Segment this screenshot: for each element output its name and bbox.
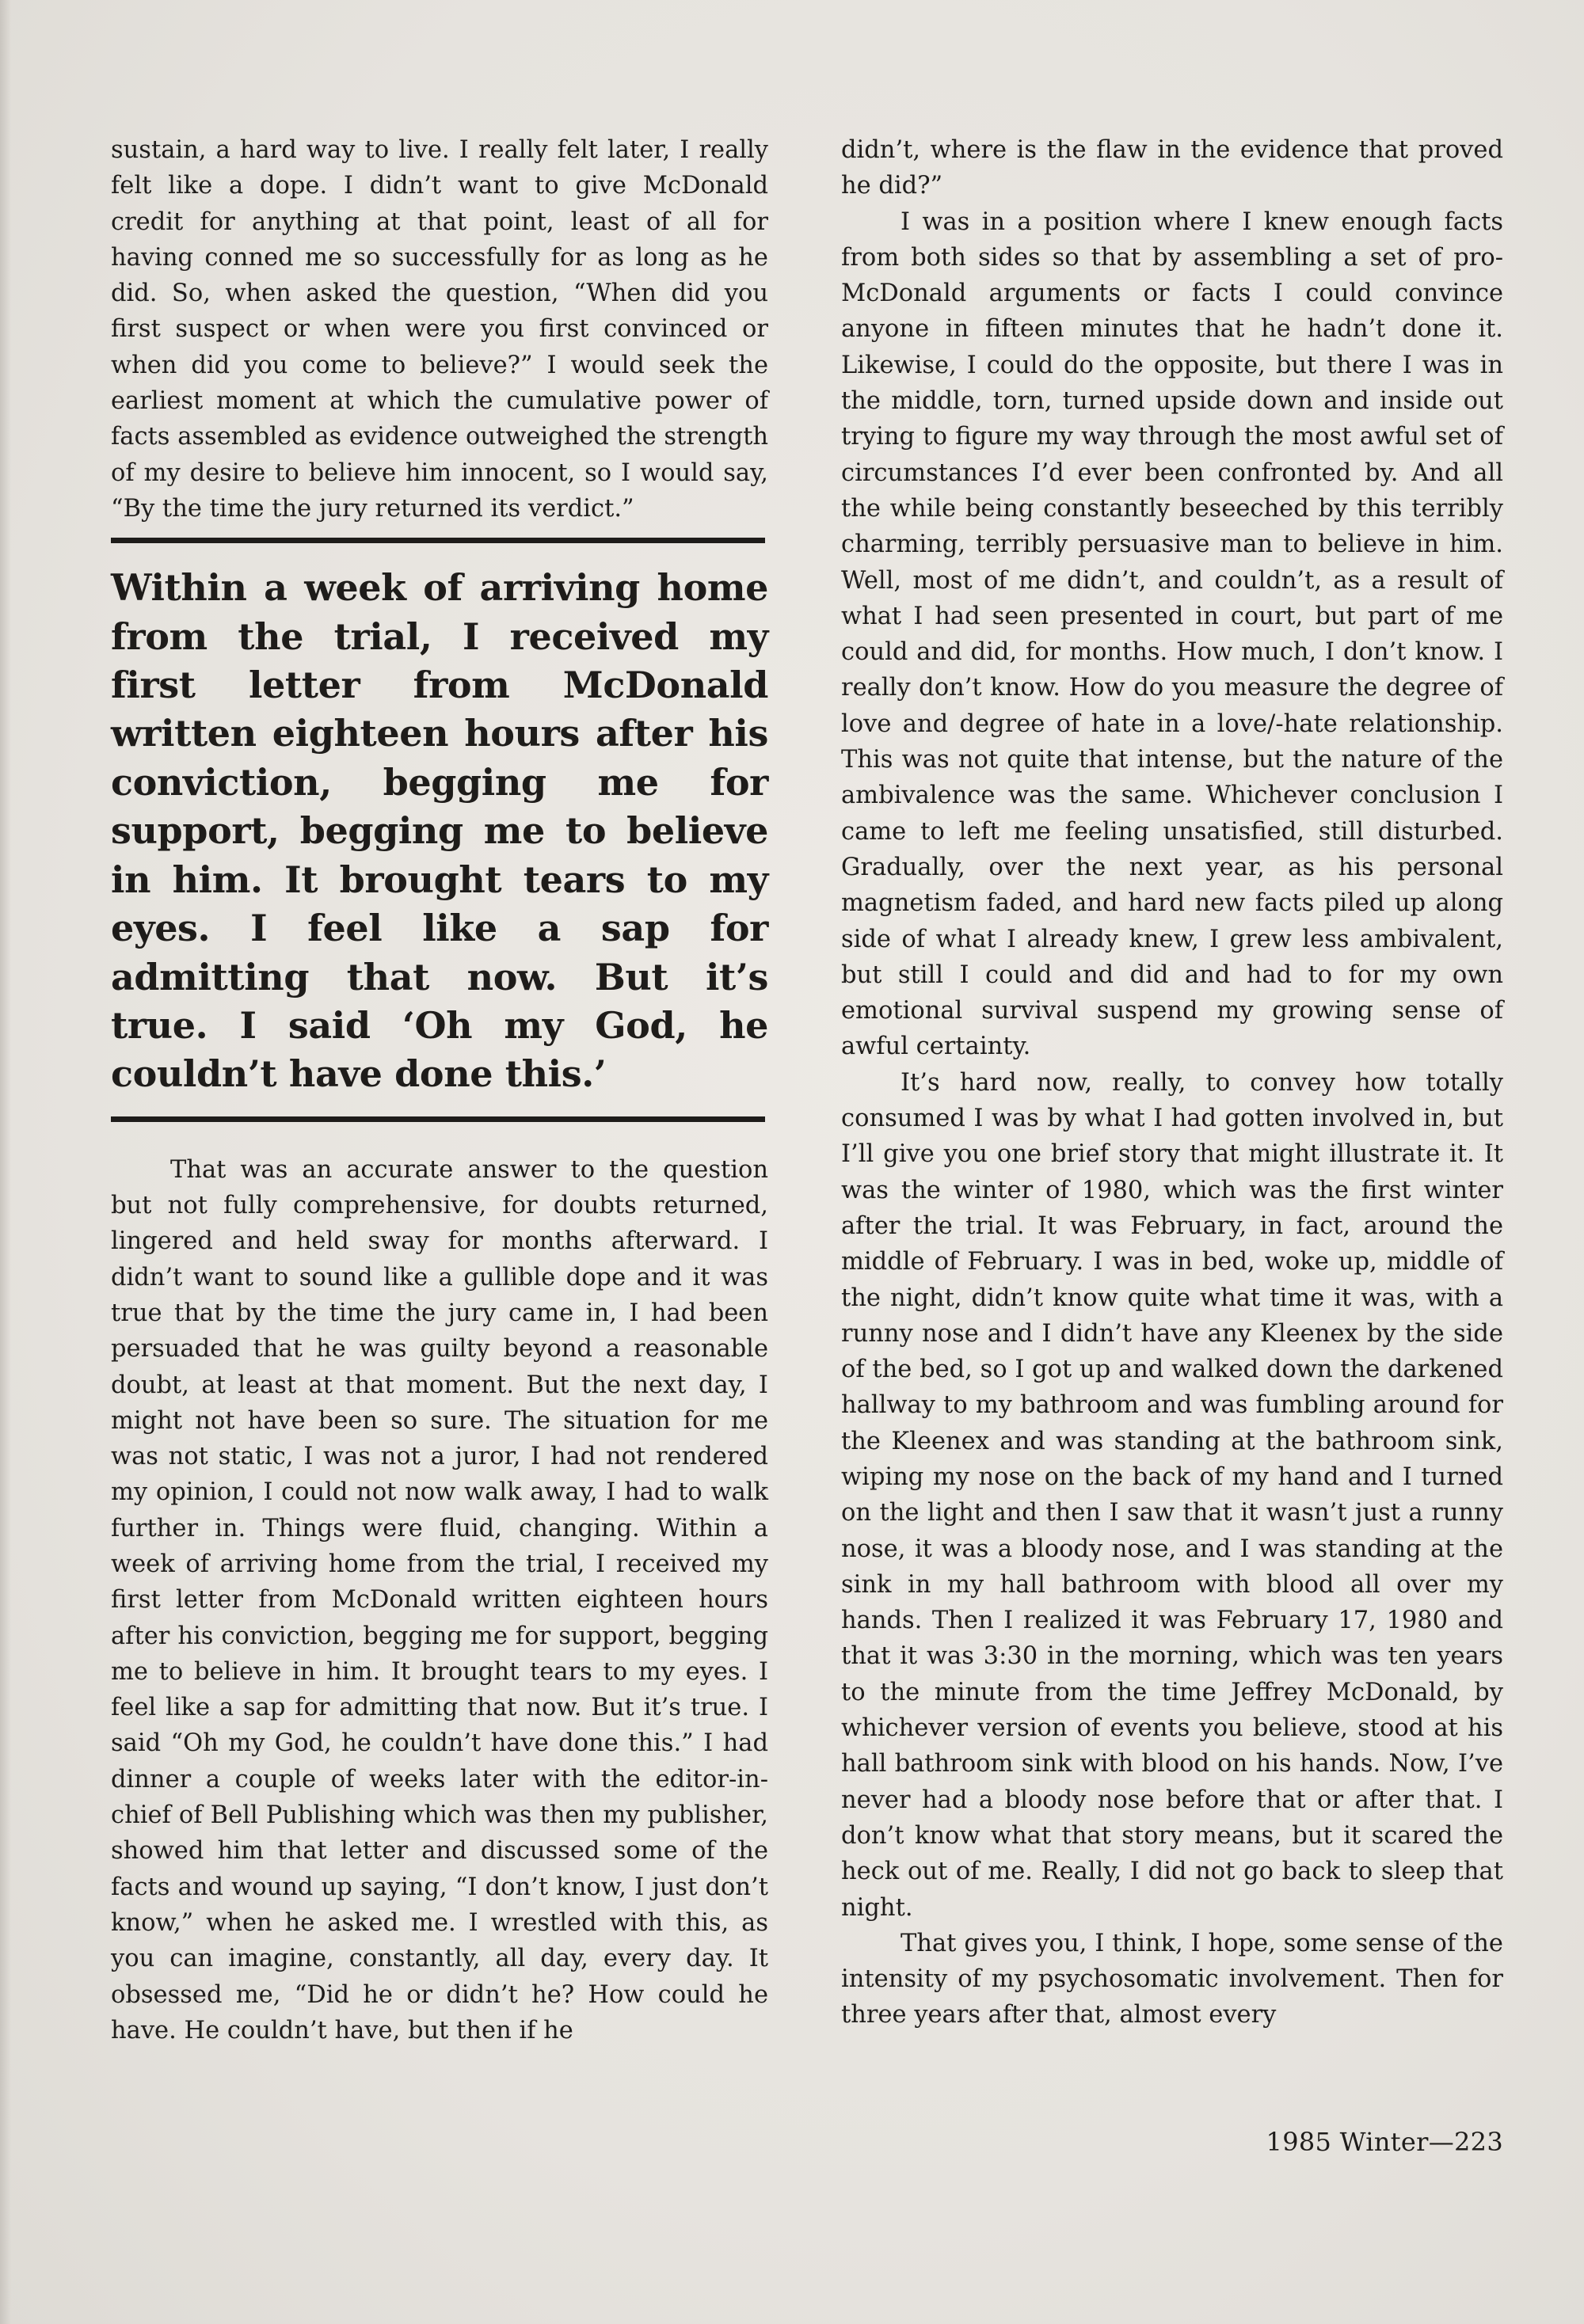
body-paragraph: It’s hard now, really, to convey how totally consumed I was by what I had gotten involved in, but I’ll give you one brief story that might illustrate it. It was the winter of 1980, which was the first winter after the trial. It was February, in fact, around the middle of February. I was in bed, woke up, middle of the night, didn’t know quite what time it was, with a runny nose and I didn’t have any Kleenex by the side of the bed, so I got up and walked down the darkened hallway to my bathroom and was fumbling around for the Kleenex and was standing at the bathroom sink, wiping my nose on the back of my hand and I turned on the light and then I saw that it wasn’t just a runny nose, it was a bloody nose, and I was standing at the sink in my hall bathroom with blood all over my hands. Then I realized it was February 17, 1980 and that it was 3:30 in the morning, which was ten years to the minute from the time Jeffrey McDonald, by whichever version of events you believe, stood at his hall bathroom sink with blood on his hands. Now, I’ve never had a bloody nose before that or after that. I don’t know what that story means, but it scared the heck out of me. Really, I did not go back to sleep that night. [841,1068,1503,1922]
body-paragraph: That was an accurate answer to the question but not fully comprehensive, for doubts returned, lingered and held sway for months afterward. I didn’t want to sound like a gullible dope and it was true that by the time the jury came in, I had been persuaded that he was guilty beyond a reasonable doubt, at least at that moment. But the next day, I might not have been so sure. The situation for me was not static, I was not a juror, I had not rendered my opinion, I could not now walk away, I had to walk further in. Things were fluid, changing. Within a week of arriving home from the trial, I received my first letter from McDonald written eighteen hours after his conviction, begging me for support, begging me to believe in him. It brought tears to my eyes. I feel like a sap for admitting that now. But it’s true. I said “Oh my God, he couldn’t have done this.” I had dinner a couple of weeks later with the editor-in-chief of Bell Publishing which was then my publisher, showed him that letter and discussed some of the facts and wound up saying, “I don’t know, I just don’t know,” when he asked me. I wrestled with this, as you can imagine, constantly, all day, every day. It obsessed me, “Did he or didn’t he? How could he have. He couldn’t have, but then if he [111,1155,768,2044]
pull-quote: Within a week of arriving home from the trial, I received my first letter from McDonald written eighteen hours after his conviction, begging me for support, begging me to believe in him. It brought tears to my eyes. I feel like a sap for admitting that now. But it’s true. I said ‘Oh my God, he couldn’t have done this.’ [111,566,768,1096]
body-paragraph: That gives you, I think, I hope, some sense of the intensity of my psychosomatic involvement. Then for three years after that, almost every [841,1929,1503,2029]
left-column [111,132,768,2048]
body-paragraph: I was in a position where I knew enough facts from both sides so that by assembling a set of pro-McDonald arguments or facts I could convince anyone in fifteen minutes that he hadn’t done it. Likewise, I could do the opposite, but there I was in the middle, torn, turned upside down and inside out trying to figure my way through the most awful set of circumstances I’d ever been confronted by. And all the while being constantly beseeched by this terribly charming, terribly persuasive man to believe in him. Well, most of me didn’t, and couldn’t, as a result of what I had seen presented in court, but part of me could and did, for months. How much, I don’t know. I really don’t know. How do you measure the degree of love and degree of hate in a love/-hate relationship. This was not quite that intense, but the nature of the ambivalence was the same. Whichever conclusion I came to left me feeling unsatisfied, still disturbed. Gradually, over the next year, as his personal magnetism faded, and hard new facts piled up along side of what I already knew, I grew less ambivalent, but still I could and did and had to for my own emotional survival suspend my growing sense of awful certainty. [841,207,1503,1061]
binding-shadow [0,0,11,2324]
pull-quote-bottom-rule [111,1116,765,1122]
right-column [841,132,1503,2033]
pull-quote-top-rule [111,538,765,543]
body-paragraph: sustain, a hard way to live. I really felt later, I really felt like a dope. I didn’t want to give McDonald credit for anything at that point, least of all for having conned me so successfully for as long as he did. So, when asked the question, “When did you first suspect or when were you first convinced or when did you come to believe?” I would seek the earliest moment at which the cumulative power of facts assembled as evidence outweighed the strength of my desire to believe him innocent, so I would say, “By the time the jury returned its verdict.” [111,136,768,523]
body-paragraph: didn’t, where is the flaw in the evidence that proved he did?” [841,136,1503,200]
page-folio: 1985 Winter—223 [1266,2127,1503,2157]
